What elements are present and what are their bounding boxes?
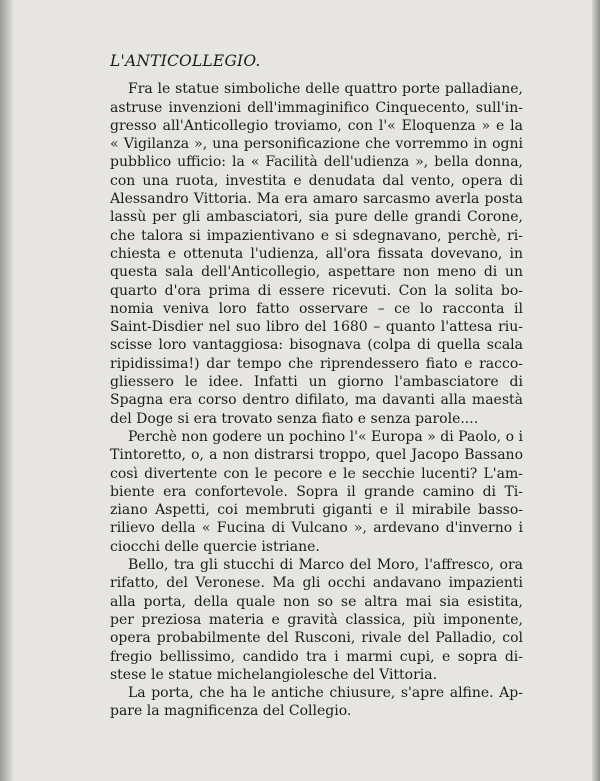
body-text	[110, 80, 523, 720]
text-line: Fra le statue simboliche delle quattro porte palladiane,	[128, 81, 523, 98]
text-line: Saint-Disdier nel suo libro del 1680 – quanto l'attesa riu-	[110, 319, 523, 336]
text-line: rifatto, del Veronese. Ma gli occhi andavano impazienti	[110, 575, 523, 592]
text-line: biente era confortevole. Sopra il grande camino di Ti-	[110, 483, 523, 500]
text-line: Spagna era corso dentro difilato, ma davanti alla maestà	[110, 392, 523, 409]
text-line: che talora si impazientivano e si sdegnavano, perchè, ri-	[110, 227, 523, 244]
text-line: La porta, che ha le antiche chiusure, s'apre alfine. Ap-	[128, 685, 523, 702]
text-line: alla porta, della quale non so se altra mai sia esistita,	[110, 593, 523, 610]
text-line: astruse invenzioni dell'immaginifico Cinquecento, sull'in-	[110, 99, 523, 116]
text-line: rilievo della « Fucina di Vulcano », ardevano d'inverno i	[110, 520, 523, 537]
text-line: lassù per gli ambasciatori, sia pure delle grandi Corone,	[110, 209, 523, 226]
text-line: del Doge si era trovato senza fiato e senza parole....	[110, 410, 479, 427]
text-column	[110, 52, 523, 721]
text-line: « Vigilanza », una personificazione che vorremmo in ogni	[110, 136, 523, 153]
paragraph	[110, 80, 523, 428]
text-line: nomia veniva loro fatto osservare – ce lo racconta il	[110, 300, 523, 317]
text-line: Alessandro Vittoria. Ma era amaro sarcasmo averla posta	[110, 191, 523, 208]
text-line: per preziosa materia e gravità classica, più imponente,	[110, 611, 523, 628]
page-gutter-shadow	[0, 0, 14, 781]
text-line: Tintoretto, o, a non distrarsi troppo, quel Jacopo Bassano	[110, 447, 523, 464]
text-line: così divertente con le pecore e le secchie lucenti? L'am-	[110, 465, 523, 482]
text-line: ciocchi delle quercie istriane.	[110, 538, 320, 555]
paragraph	[110, 428, 523, 556]
text-line: scisse loro vantaggiosa: bisognava (colpa di quella scala	[110, 337, 523, 354]
text-line: Bello, tra gli stucchi di Marco del Moro, l'affresco, ora	[128, 557, 523, 574]
text-line: quarto d'ora prima di essere ricevuti. Con la solita bo-	[110, 282, 523, 299]
text-line: ripidissima!) dar tempo che riprendessero fiato e racco-	[110, 355, 523, 372]
text-line: pubblico ufficio: la « Facilità dell'udienza », bella donna,	[110, 154, 523, 171]
text-line: gliessero le idee. Infatti un giorno l'ambasciatore di	[110, 374, 523, 391]
section-heading: L'ANTICOLLEGIO.	[110, 52, 261, 70]
text-line: stese le statue michelangiolesche del Vittoria.	[110, 666, 438, 683]
text-line: ziano Aspetti, coi membruti giganti e il mirabile basso-	[110, 502, 523, 519]
text-line: pare la magnificenza del Collegio.	[110, 703, 352, 720]
text-line: fregio bellissimo, candido tra i marmi cupi, e sopra di-	[110, 648, 523, 665]
text-line: gresso all'Anticollegio troviamo, con l'« Eloquenza » e la	[110, 117, 523, 134]
text-line: con una ruota, investita e denudata dal vento, opera di	[110, 172, 523, 189]
text-line: opera probabilmente del Rusconi, rivale del Palladio, col	[110, 630, 523, 647]
text-line: chiesta e ottenuta l'udienza, all'ora fissata dovevano, in	[110, 245, 523, 262]
paragraph	[110, 684, 523, 721]
text-line: Perchè non godere un pochino l'« Europa » di Paolo, o i	[128, 428, 523, 445]
page-edge	[592, 0, 600, 781]
text-line: questa sala dell'Anticollegio, aspettare non meno di un	[110, 264, 523, 281]
paragraph	[110, 556, 523, 684]
